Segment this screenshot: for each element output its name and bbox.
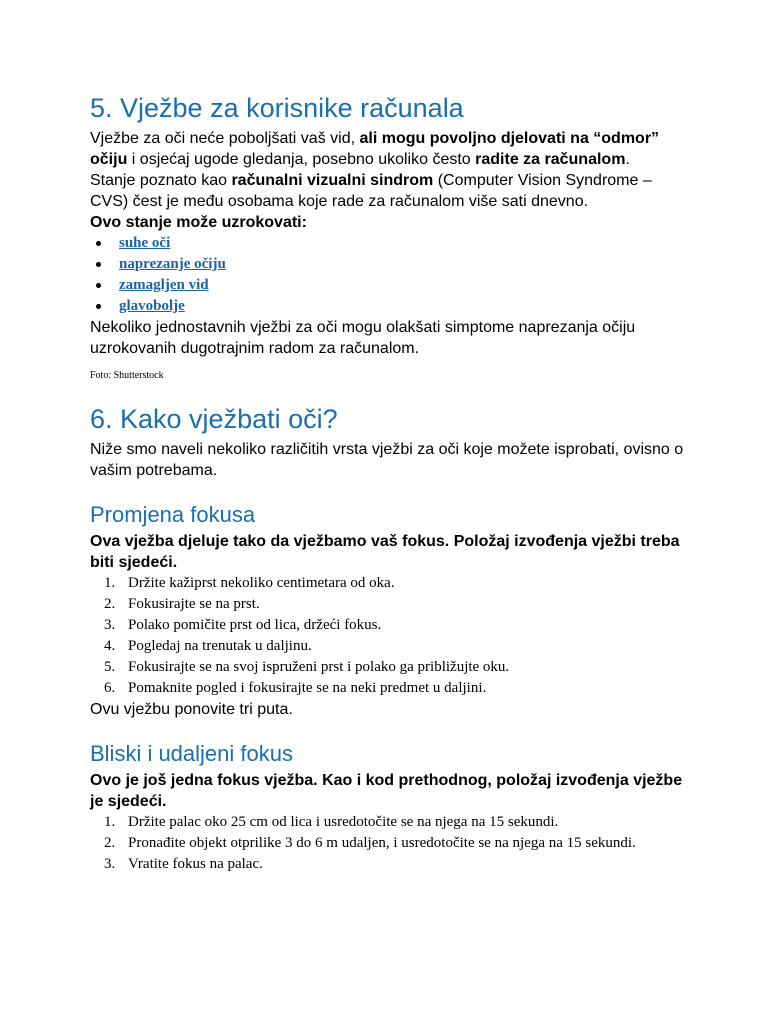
symptom-link-list (90, 233, 690, 317)
section-6-intro: Niže smo naveli nekoliko različitih vrsta vježbi za oči koje možete isprobati, ovisno o vašim potrebama. (90, 441, 684, 479)
bullet-icon (96, 304, 101, 309)
list-item (90, 233, 690, 254)
bliski-fokus-heading: Bliski i udaljeni fokus (90, 741, 293, 766)
bullet-icon (96, 262, 101, 267)
list-item: 6. Pomaknite pogled i fokusirajte se na neki predmet u daljini. (104, 680, 487, 696)
list-item: 2. Fokusirajte se na prst. (104, 596, 260, 612)
section-6-heading: 6. Kako vježbati oči? (90, 404, 338, 434)
list-item: 1. Držite kažiprst nekoliko centimetara od oka. (104, 575, 395, 591)
symptoms-lead: Ovo stanje može uzrokovati: (90, 214, 307, 231)
list-item: 1. Držite palac oko 25 cm od lica i usredotočite se na njega na 15 sekundi. (104, 814, 559, 830)
bullet-icon (96, 241, 101, 246)
list-item: 2. Pronađite objekt otprilike 3 do 6 m udaljen, i usredotočite se na njega na 15 sekundi. (104, 835, 636, 851)
promjena-fokusa-heading: Promjena fokusa (90, 502, 256, 527)
photo-caption: Foto: Shutterstock (90, 370, 164, 381)
section-5-heading: 5. Vježbe za korisnike računala (90, 93, 464, 123)
list-item: 5. Fokusirajte se na svoj ispruženi prst i polako ga približujte oku. (104, 659, 510, 675)
list-item: 3. Polako pomičite prst od lica, držeći fokus. (104, 617, 382, 633)
symptom-link-suhe-oci[interactable]: suhe oči (119, 235, 171, 251)
section-5-paragraph-2: Stanje poznato kao računalni vizualni sindrom (Computer Vision Syndrome – CVS) čest je među osobama koje rade za računalom više sati dnevno. (90, 172, 652, 210)
section-5-paragraph-1: Vježbe za oči neće poboljšati vaš vid, ali mogu povoljno djelovati na “odmor” očiju i osjećaj ugode gledanja, posebno ukoliko često radite za računalom. (90, 130, 660, 168)
bliski-fokus-steps (90, 812, 690, 875)
symptom-link-zamagljen-vid[interactable]: zamagljen vid (119, 277, 209, 293)
list-item: 4. Pogledaj na trenutak u daljinu. (104, 638, 312, 654)
bullet-icon (96, 283, 101, 288)
promjena-fokusa-outro: Ovu vježbu ponovite tri puta. (90, 701, 293, 718)
list-item (90, 254, 690, 275)
promjena-fokusa-steps (90, 573, 690, 699)
symptom-link-naprezanje[interactable]: naprezanje očiju (119, 256, 226, 272)
document-content (90, 88, 690, 875)
symptom-link-glavobolje[interactable]: glavobolje (119, 298, 185, 314)
section-5-paragraph-4: Nekoliko jednostavnih vježbi za oči mogu olakšati simptome naprezanja očiju uzrokovanih dugotrajnim radom za računalom. (90, 319, 636, 357)
bliski-fokus-lead: Ovo je još jedna fokus vježba. Kao i kod prethodnog, položaj izvođenja vježbe je sjedeći. (90, 772, 683, 810)
promjena-fokusa-lead: Ova vježba djeluje tako da vježbamo vaš fokus. Položaj izvođenja vježbi treba biti sjedeći. (90, 533, 680, 571)
list-item (90, 296, 690, 317)
list-item (90, 275, 690, 296)
list-item: 3. Vratite fokus na palac. (104, 856, 263, 872)
